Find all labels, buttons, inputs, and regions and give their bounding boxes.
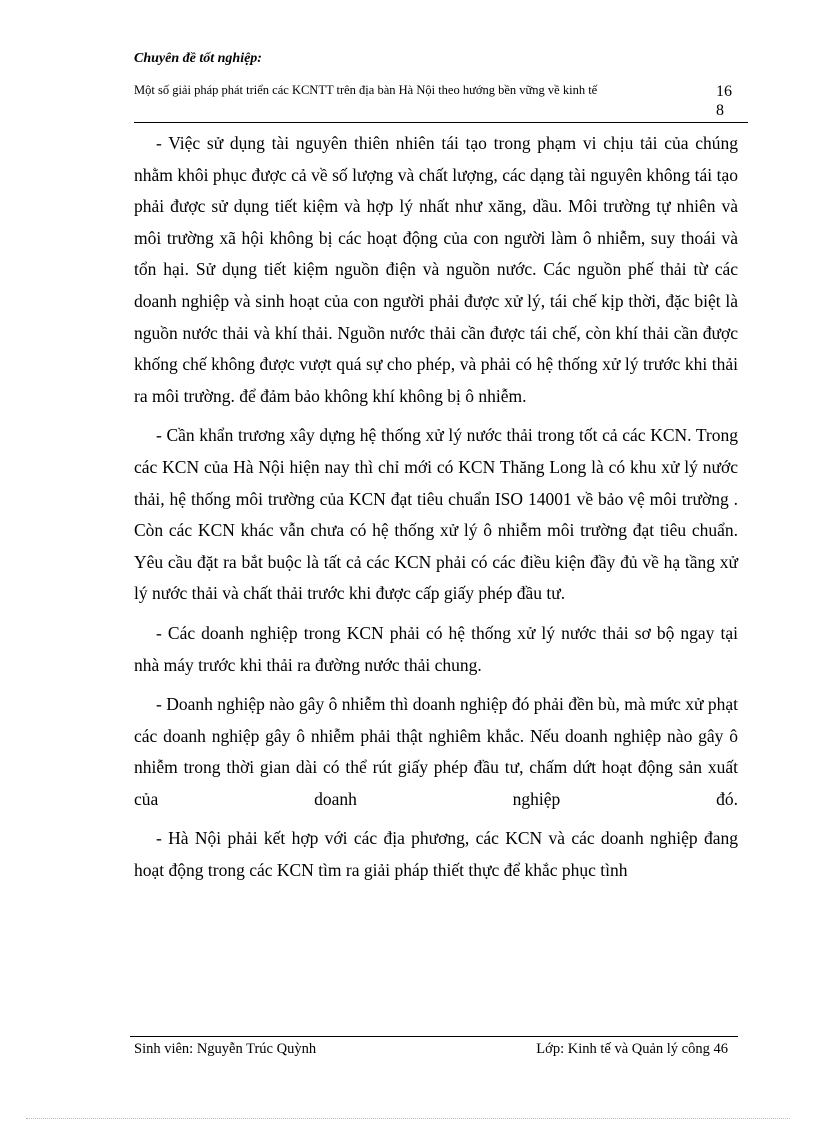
- header-title: Chuyên đề tốt nghiệp:: [134, 51, 262, 66]
- paragraph: - Hà Nội phải kết hợp với các địa phương, các KCN và các doanh nghiệp đang hoạt động trong các KCN tìm ra giải pháp thiết thực để khắc phục tình: [134, 828, 738, 881]
- header-subtitle: Một số giải pháp phát triển các KCNTT trên địa bàn Hà Nội theo hướng bền vững về kinh tế: [134, 83, 598, 97]
- paragraph: - Các doanh nghiệp trong KCN phải có hệ thống xử lý nước thải sơ bộ ngay tại nhà máy trước khi thải ra đường nước thải chung.: [134, 622, 738, 675]
- footer-rule: [130, 1036, 738, 1037]
- paragraph: - Việc sử dụng tài nguyên thiên nhiên tái tạo trong phạm vi chịu tải của chúng nhằm khôi phục được cả về số lượng và chất lượng, các dạng tài nguyên không tái tạo phải được sử dụng tiết kiệm và hợp lý nhất như xăng, dầu. Môi trường tự nhiên và môi trường xã hội không bị các hoạt động của con người làm ô nhiễm, suy thoái và tổn hại. Sử dụng tiết kiệm nguồn điện và nguồn nước. Các nguồn phế thải từ các doanh nghiệp và sinh hoạt của con người phải được xử lý, tái chế kịp thời, đặc biệt là nguồn nước thải và khí thải. Nguồn nước thải cần được tái chế, còn khí thải cần được khống chế không được vượt quá sự cho phép, và phải có hệ thống xử lý trước khi thải ra môi trường. để đảm bảo không khí không bị ô nhiễm.: [134, 133, 738, 406]
- page-header: [134, 50, 748, 119]
- document-body: [134, 128, 738, 895]
- footer-student: Sinh viên: Nguyễn Trúc Quỳnh: [134, 1041, 317, 1057]
- page-number: 168: [716, 83, 732, 119]
- paragraph: - Cần khẩn trương xây dựng hệ thống xử lý nước thải trong tốt cả các KCN. Trong các KCN của Hà Nội hiện nay thì chỉ mới có KCN Thăng Long là có khu xử lý nước thải, hệ thống môi trường của KCN đạt tiêu chuẩn ISO 14001 về bảo vệ môi trường . Còn các KCN khác vẫn chưa có hệ thống xử lý ô nhiễm môi trường đạt tiêu chuẩn. Yêu cầu đặt ra bắt buộc là tất cả các KCN phải có các điều kiện đầy đủ về hạ tầng xử lý nước thải và chất thải trước khi được cấp giấy phép đầu tư.: [134, 425, 738, 604]
- header-rule: [134, 122, 748, 123]
- paragraph: - Doanh nghiệp nào gây ô nhiễm thì doanh nghiệp đó phải đền bù, mà mức xử phạt các doanh nghiệp gây ô nhiễm phải thật nghiêm khắc. Nếu doanh nghiệp nào gây ô nhiễm trong thời gian dài có thể rút giấy phép đầu tư, chấm dứt hoạt động sản xuất của doanh nghiệp đó.: [134, 694, 738, 809]
- footer-class: Lớp: Kinh tế và Quản lý công 46: [536, 1041, 728, 1057]
- page-footer: [134, 1040, 728, 1058]
- page-edge-divider: [26, 1118, 790, 1119]
